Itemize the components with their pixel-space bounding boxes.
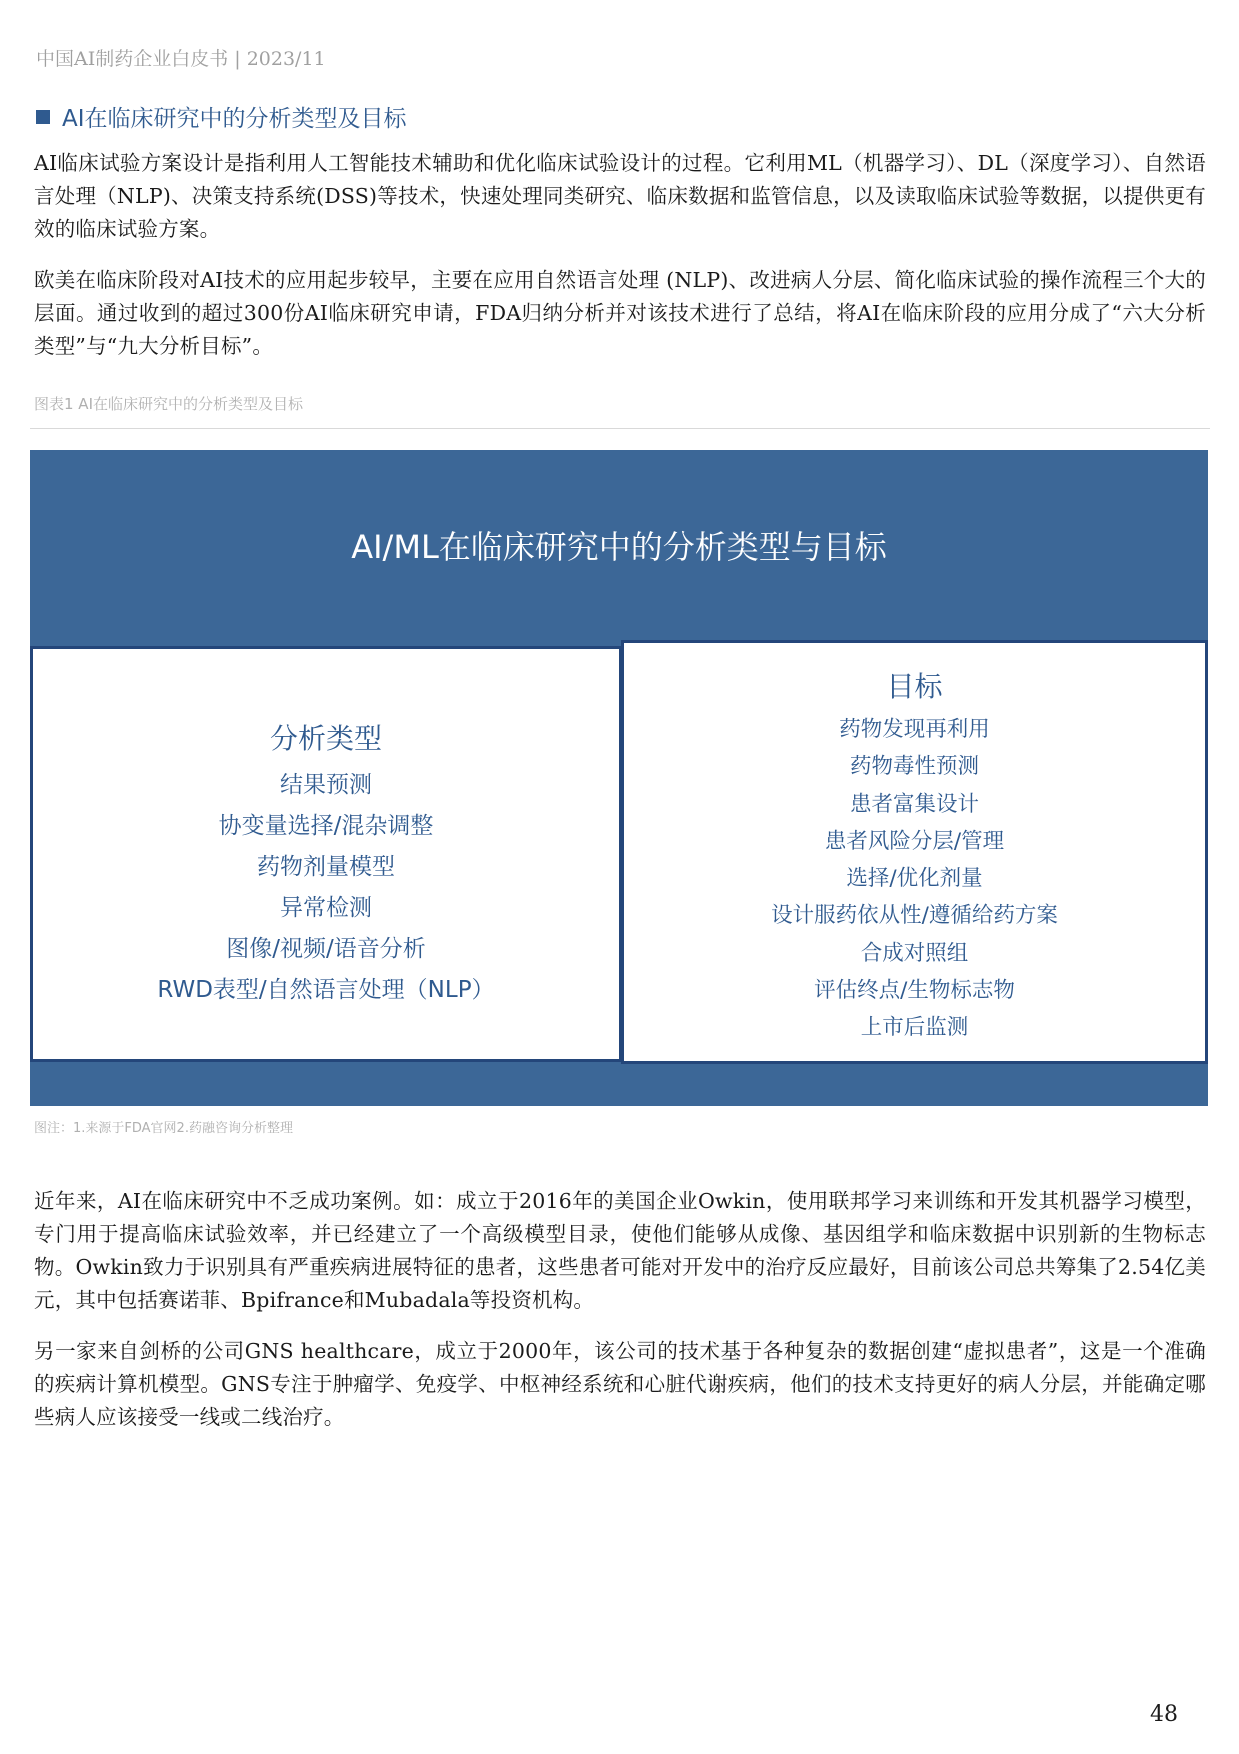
analysis-types-box: [30, 646, 622, 1062]
list-item: 协变量选择/混杂调整: [218, 813, 434, 839]
body-paragraph-1: AI临床试验方案设计是指利用人工智能技术辅助和优化临床试验设计的过程。它利用ML（机器学习）、DL（深度学习）、自然语言处理（NLP)、决策支持系统(DSS)等技术，快速处理同类研究、临床数据和监管信息，以及读取临床试验等数据，以提供更有效的临床试验方案。: [34, 151, 1206, 241]
list-item: 异常检测: [280, 895, 372, 921]
list-item: 合成对照组: [860, 940, 969, 966]
goals-box: [621, 640, 1208, 1064]
goals-list: [624, 711, 1205, 1047]
body-paragraph-4: 另一家来自剑桥的公司GNS healthcare，成立于2000年，该公司的技术基于各种复杂的数据创建“虚拟患者”，这是一个准确的疾病计算机模型。GNS专注于肿瘤学、免疫学、中枢神经系统和心脏代谢疾病，他们的技术支持更好的病人分层，并能确定哪些病人应该接受一线或二线治疗。: [34, 1339, 1206, 1429]
running-header: 中国AI制药企业白皮书 | 2023/11: [36, 48, 326, 70]
analysis-types-list: [33, 765, 619, 1011]
body-paragraph-2: 欧美在临床阶段对AI技术的应用起步较早，主要在应用自然语言处理 (NLP)、改进病人分层、简化临床试验的操作流程三个大的层面。通过收到的超过300份AI临床研究申请，FDA归纳分析并对该技术进行了总结，将AI在临床阶段的应用分成了“六大分析类型”与“九大分析目标”。: [34, 268, 1206, 358]
figure-title: AI/ML在临床研究中的分析类型与目标: [351, 528, 887, 566]
list-item: 患者风险分层/管理: [824, 828, 1005, 854]
list-item: 药物毒性预测: [849, 754, 979, 780]
section-heading: [36, 100, 407, 133]
list-item: RWD表型/自然语言处理（NLP）: [157, 977, 495, 1003]
list-item: 评估终点/生物标志物: [814, 978, 1015, 1004]
figure-panel: [30, 450, 1208, 1106]
page-number: 48: [1150, 1702, 1178, 1727]
list-item: 上市后监测: [860, 1015, 969, 1041]
caption-divider: [30, 428, 1210, 429]
section-heading-text: AI在临床研究中的分析类型及目标: [62, 106, 407, 132]
list-item: 设计服药依从性/遵循给药方案: [771, 903, 1058, 929]
square-bullet-icon: [36, 110, 50, 124]
body-paragraph-3: 近年来，AI在临床研究中不乏成功案例。如：成立于2016年的美国企业Owkin，使用联邦学习来训练和开发其机器学习模型，专门用于提高临床试验效率，并已经建立了一个高级模型目录，使他们能够从成像、基因组学和临床数据中识别新的生物标志物。Owkin致力于识别具有严重疾病进展特征的患者，这些患者可能对开发中的治疗反应最好，目前该公司总共筹集了2.54亿美元，其中包括赛诺菲、Bpifrance和Mubadala等投资机构。: [34, 1189, 1206, 1312]
figure-note: 图注：1.来源于FDA官网2.药融咨询分析整理: [34, 1121, 293, 1136]
figure-caption: 图表1 AI在临床研究中的分析类型及目标: [34, 395, 303, 413]
list-item: 结果预测: [280, 772, 372, 798]
list-item: 图像/视频/语音分析: [226, 936, 426, 962]
goals-heading: 目标: [886, 670, 943, 703]
list-item: 药物发现再利用: [839, 717, 990, 742]
list-item: 患者富集设计: [849, 791, 979, 817]
analysis-types-heading: 分析类型: [269, 722, 382, 755]
list-item: 药物剂量模型: [257, 854, 395, 880]
list-item: 选择/优化剂量: [846, 866, 983, 892]
